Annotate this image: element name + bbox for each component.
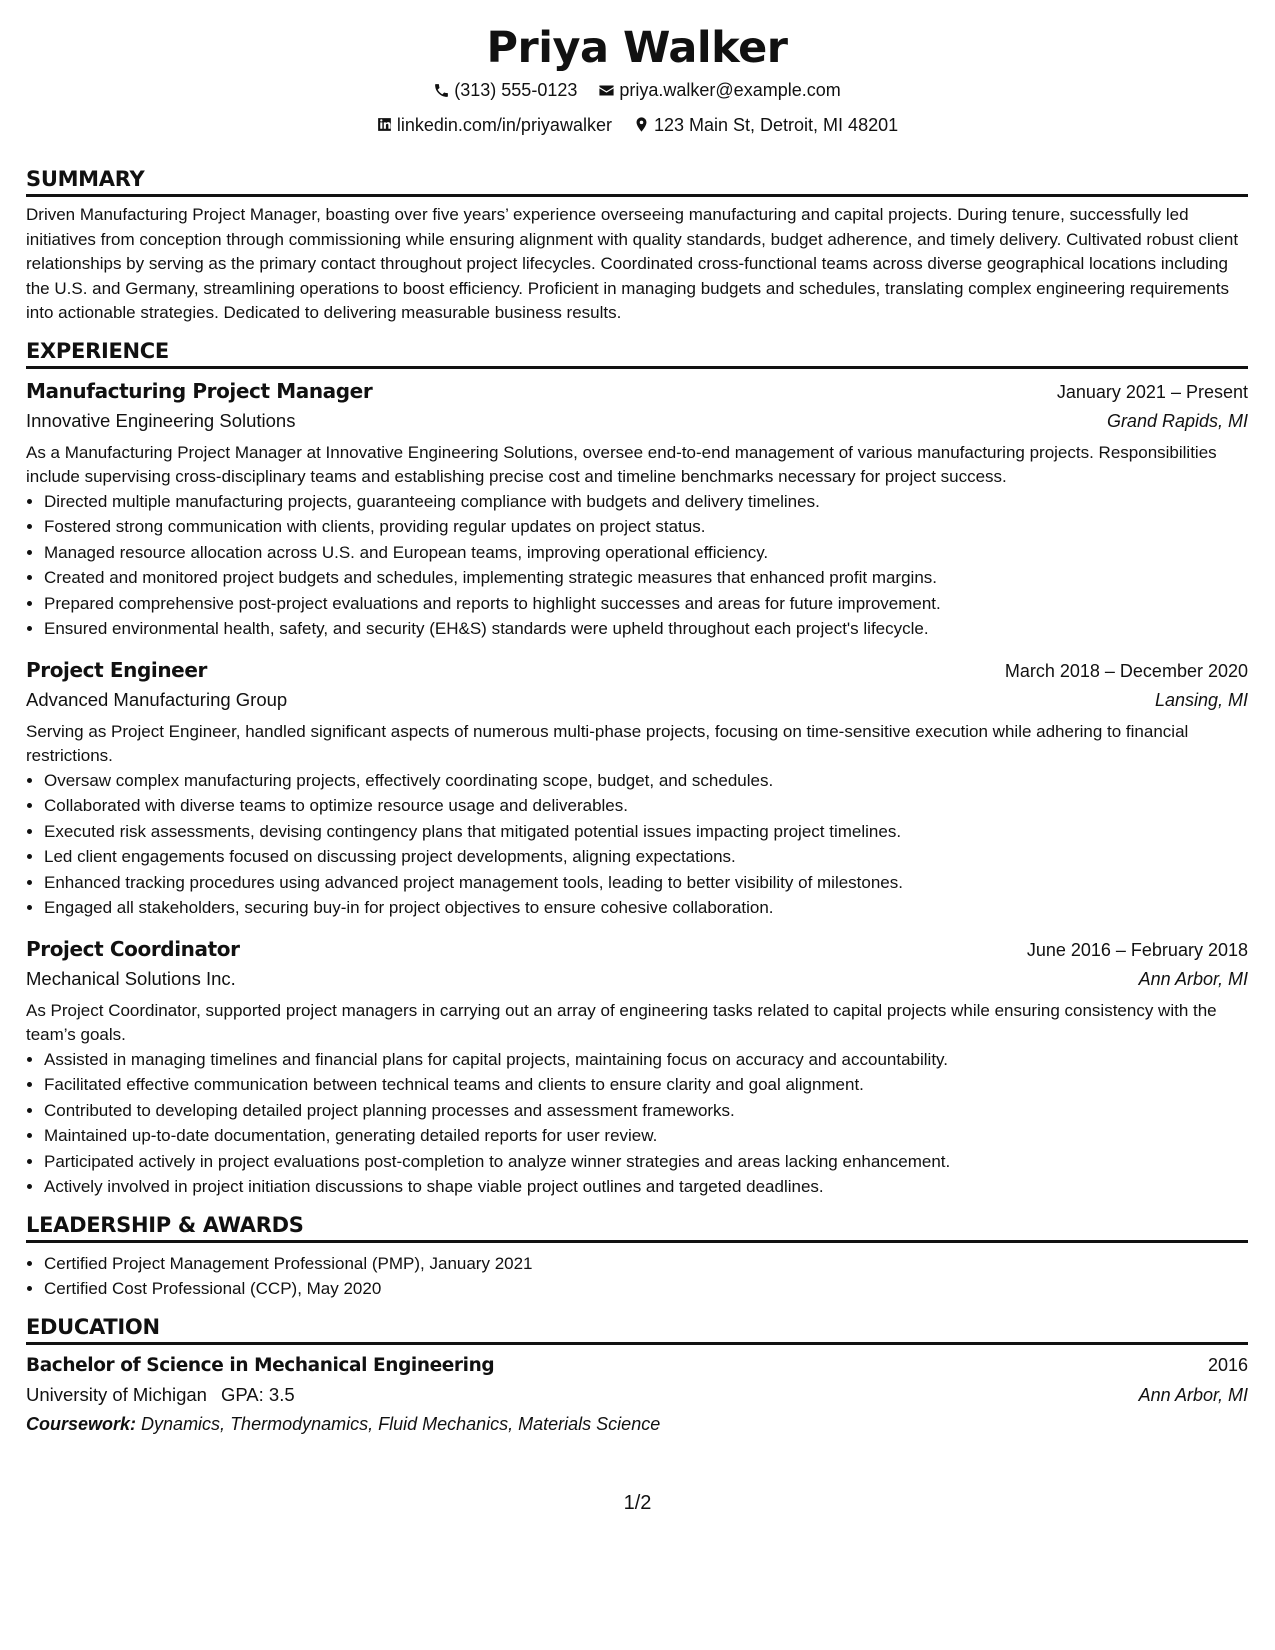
list-item: • Contributed to developing detailed project planning processes and assessment frameworks. (44, 1098, 1248, 1124)
coursework (26, 1410, 1248, 1439)
job-description: As a Manufacturing Project Manager at Innovative Engineering Solutions, oversee end-to-end management of various manufacturing projects. Responsibilities include supervising cross-disciplinary teams and establishing precise cost and timeline benchmarks necessary for project success. (26, 442, 1217, 486)
school-line (26, 1380, 295, 1410)
page-number: 1/2 (623, 1492, 652, 1514)
list-item: • Enhanced tracking procedures using advanced project management tools, leading to better visibility of milestones. (44, 870, 1248, 896)
job-bullets (26, 489, 1248, 642)
job-bullets (26, 768, 1248, 921)
job-location: Lansing, MI (1154, 689, 1248, 710)
job-title: Project Engineer (26, 657, 207, 682)
resume-page (26, 22, 1248, 1439)
contact-email[interactable]: priya.walker@example.com (598, 79, 840, 101)
list-item: • Executed risk assessments, devising contingency plans that mitigated potential issues impacting project timelines. (44, 819, 1248, 845)
company-name: Advanced Manufacturing Group (26, 688, 288, 710)
gpa: GPA: 3.5 (220, 1383, 295, 1405)
list-item: • Managed resource allocation across U.S. and European teams, improving operational efficiency. (44, 540, 1248, 566)
list-item: • Ensured environmental health, safety, and security (EH&S) standards were upheld throughout each project's lifecycle. (44, 616, 1248, 642)
contact-line-2 (26, 114, 1248, 139)
list-item: • Certified Project Management Professional (PMP), January 2021 (44, 1251, 1248, 1277)
coursework-label: Coursework: (26, 1413, 137, 1434)
job-dates: June 2016 – February 2018 (1026, 939, 1248, 960)
section-title: LEADERSHIP & AWARDS (26, 1212, 1248, 1243)
job-location: Ann Arbor, MI (1138, 968, 1248, 989)
job-dates: January 2021 – Present (1056, 381, 1248, 402)
section-title: SUMMARY (26, 166, 1248, 197)
list-item: • Actively involved in project initiation discussions to shape viable project outlines and targeted deadlines. (44, 1174, 1248, 1200)
envelope-icon (598, 82, 615, 99)
education-section (26, 1314, 1248, 1439)
job-description: Serving as Project Engineer, handled significant aspects of numerous multi-phase projects, focusing on time-sensitive execution while adhering to financial restrictions. (26, 721, 1189, 765)
summary-text: Driven Manufacturing Project Manager, boasting over five years’ experience overseeing manufacturing and capital projects. During tenure, successfully led initiatives from conception through commissioning while ensuring alignment with quality standards, budget adherence, and timely delivery. Cultivated robust client relationships by serving as the primary contact throughout project lifecycles. Coordinated cross-functional teams across diverse geographical locations including the U.S. and Germany, streamlining operations to boost efficiency. Proficient in managing budgets and schedules, translating complex engineering requirements into actionable strategies. Dedicated to delivering measurable business results. (26, 205, 1239, 322)
summary-section (26, 166, 1248, 326)
contact-linkedin[interactable]: linkedin.com/in/priyawalker (376, 114, 612, 136)
awards-section (26, 1212, 1248, 1302)
job-description: As Project Coordinator, supported project managers in carrying out an array of engineering tasks related to capital projects while ensuring consistency with the team’s goals. (26, 1000, 1217, 1044)
school-name: University of Michigan (26, 1383, 207, 1405)
school-location: Ann Arbor, MI (1138, 1384, 1248, 1405)
section-title: EXPERIENCE (26, 338, 1248, 369)
degree-title: Bachelor of Science in Mechanical Engineering (26, 1354, 495, 1376)
list-item: • Engaged all stakeholders, securing buy-in for project objectives to ensure cohesive collaboration. (44, 895, 1248, 921)
graduation-year: 2016 (1207, 1354, 1248, 1375)
awards-list (26, 1251, 1248, 1302)
job-entry (26, 656, 1248, 921)
job-location: Grand Rapids, MI (1106, 410, 1248, 431)
experience-section (26, 338, 1248, 1200)
list-item: • Facilitated effective communication between technical teams and clients to ensure clarity and goal alignment. (44, 1072, 1248, 1098)
list-item: • Collaborated with diverse teams to optimize resource usage and deliverables. (44, 793, 1248, 819)
list-item: • Certified Cost Professional (CCP), May 2020 (44, 1276, 1248, 1302)
candidate-name: Priya Walker (486, 23, 788, 73)
linkedin-icon (376, 116, 393, 133)
job-entry (26, 377, 1248, 642)
phone-icon (433, 82, 450, 99)
list-item: • Led client engagements focused on discussing project developments, aligning expectations. (44, 844, 1248, 870)
list-item: • Directed multiple manufacturing projects, guaranteeing compliance with budgets and delivery timelines. (44, 489, 1248, 515)
list-item: • Prepared comprehensive post-project evaluations and reports to highlight successes and areas for future improvement. (44, 591, 1248, 617)
map-pin-icon (633, 116, 650, 133)
section-title: EDUCATION (26, 1314, 1248, 1345)
job-title: Project Coordinator (26, 936, 240, 961)
job-bullets (26, 1047, 1248, 1200)
company-name: Innovative Engineering Solutions (26, 409, 296, 431)
job-title: Manufacturing Project Manager (26, 378, 373, 403)
list-item: • Oversaw complex manufacturing projects, effectively coordinating scope, budget, and schedules. (44, 768, 1248, 794)
list-item: • Created and monitored project budgets and schedules, implementing strategic measures that enhanced profit margins. (44, 565, 1248, 591)
company-name: Mechanical Solutions Inc. (26, 967, 236, 989)
coursework-list: Dynamics, Thermodynamics, Fluid Mechanics, Materials Science (141, 1413, 661, 1434)
contact-line-1 (26, 79, 1248, 104)
list-item: • Fostered strong communication with clients, providing regular updates on project status. (44, 514, 1248, 540)
list-item: • Maintained up-to-date documentation, generating detailed reports for user review. (44, 1123, 1248, 1149)
contact-address: 123 Main St, Detroit, MI 48201 (633, 114, 898, 136)
job-entry (26, 935, 1248, 1200)
contact-phone: (313) 555-0123 (433, 79, 577, 101)
job-dates: March 2018 – December 2020 (1004, 660, 1248, 681)
list-item: • Participated actively in project evaluations post-completion to analyze winner strategies and areas lacking enhancement. (44, 1149, 1248, 1175)
list-item: • Assisted in managing timelines and financial plans for capital projects, maintaining focus on accuracy and accountability. (44, 1047, 1248, 1073)
education-entry (26, 1351, 1248, 1439)
